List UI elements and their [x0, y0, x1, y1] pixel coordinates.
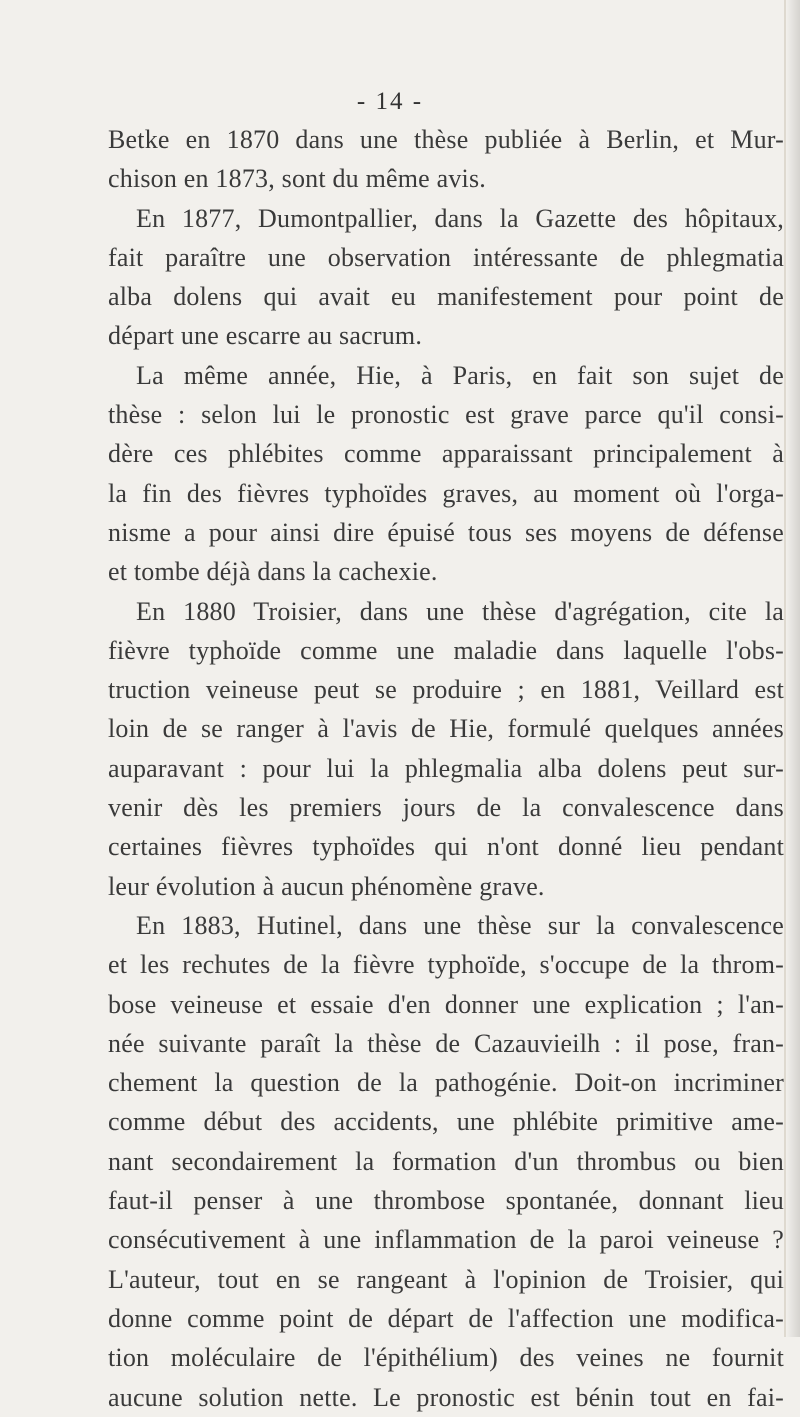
text-line: donne comme point de départ de l'affection une modifica- [108, 1303, 784, 1333]
text-line: chement la question de la pathogénie. Doit-on incriminer [108, 1068, 784, 1098]
text-line: En 1877, Dumontpallier, dans la Gazette des hôpitaux, [136, 203, 784, 233]
text-line: venir dès les premiers jours de la convalescence dans [108, 793, 784, 823]
text-line: et tombe déjà dans la cachexie. [108, 557, 438, 587]
text-line: En 1883, Hutinel, dans une thèse sur la convalescence [136, 910, 784, 940]
text-line: nisme a pour ainsi dire épuisé tous ses moyens de défense [108, 517, 784, 547]
text-line: chison en 1873, sont du même avis. [108, 164, 486, 194]
text-line: départ une escarre au sacrum. [108, 321, 423, 351]
text-line: Betke en 1870 dans une thèse publiée à Berlin, et Mur- [108, 125, 784, 154]
text-line: bose veineuse et essaie d'en donner une explication ; l'an- [108, 989, 784, 1019]
text-line: certaines fièvres typhoïdes qui n'ont donné lieu pendant [108, 832, 784, 862]
text-line: nant secondairement la formation d'un thrombus ou bien [108, 1146, 784, 1176]
text-line: L'auteur, tout en se rangeant à l'opinion de Troisier, qui [108, 1264, 784, 1294]
text-line: faut-il penser à une thrombose spontanée, donnant lieu [108, 1186, 784, 1216]
text-line: tion moléculaire de l'épithélium) des veines ne fournit [108, 1343, 784, 1373]
text-line: dère ces phlébites comme apparaissant principalement à [108, 439, 784, 469]
text-line: consécutivement à une inflammation de la paroi veineuse ? [108, 1225, 784, 1255]
text-line: et les rechutes de la fièvre typhoïde, s'occupe de la throm- [108, 950, 784, 980]
text-line: comme début des accidents, une phlébite primitive ame- [108, 1107, 784, 1137]
text-line: loin de se ranger à l'avis de Hie, formulé quelques années [108, 714, 784, 744]
text-line: truction veineuse peut se produire ; en 1881, Veillard est [108, 675, 784, 705]
text-line: alba dolens qui avait eu manifestement pour point de [108, 282, 784, 312]
text-line: thèse : selon lui le pronostic est grave parce qu'il consi- [108, 400, 784, 430]
text-line: fait paraître une observation intéressante de phlegmatia [108, 242, 784, 272]
text-line: née suivante paraît la thèse de Cazauvieilh : il pose, fran- [108, 1028, 784, 1058]
text-line: fièvre typhoïde comme une maladie dans laquelle l'obs- [108, 635, 784, 665]
text-line: En 1880 Troisier, dans une thèse d'agrégation, cite la [136, 596, 784, 626]
body-text [108, 120, 784, 1417]
text-line: auparavant : pour lui la phlegmalia alba dolens peut sur- [108, 753, 784, 783]
page-edge-shadow [786, 0, 800, 1337]
text-line: La même année, Hie, à Paris, en fait son sujet de [136, 360, 784, 390]
text-line: leur évolution à aucun phénomène grave. [108, 871, 545, 901]
text-line: aucune solution nette. Le pronostic est bénin tout en fai- [108, 1382, 784, 1412]
page-number: - 14 - [356, 88, 424, 115]
text-line: la fin des fièvres typhoïdes graves, au moment où l'orga- [108, 478, 784, 508]
